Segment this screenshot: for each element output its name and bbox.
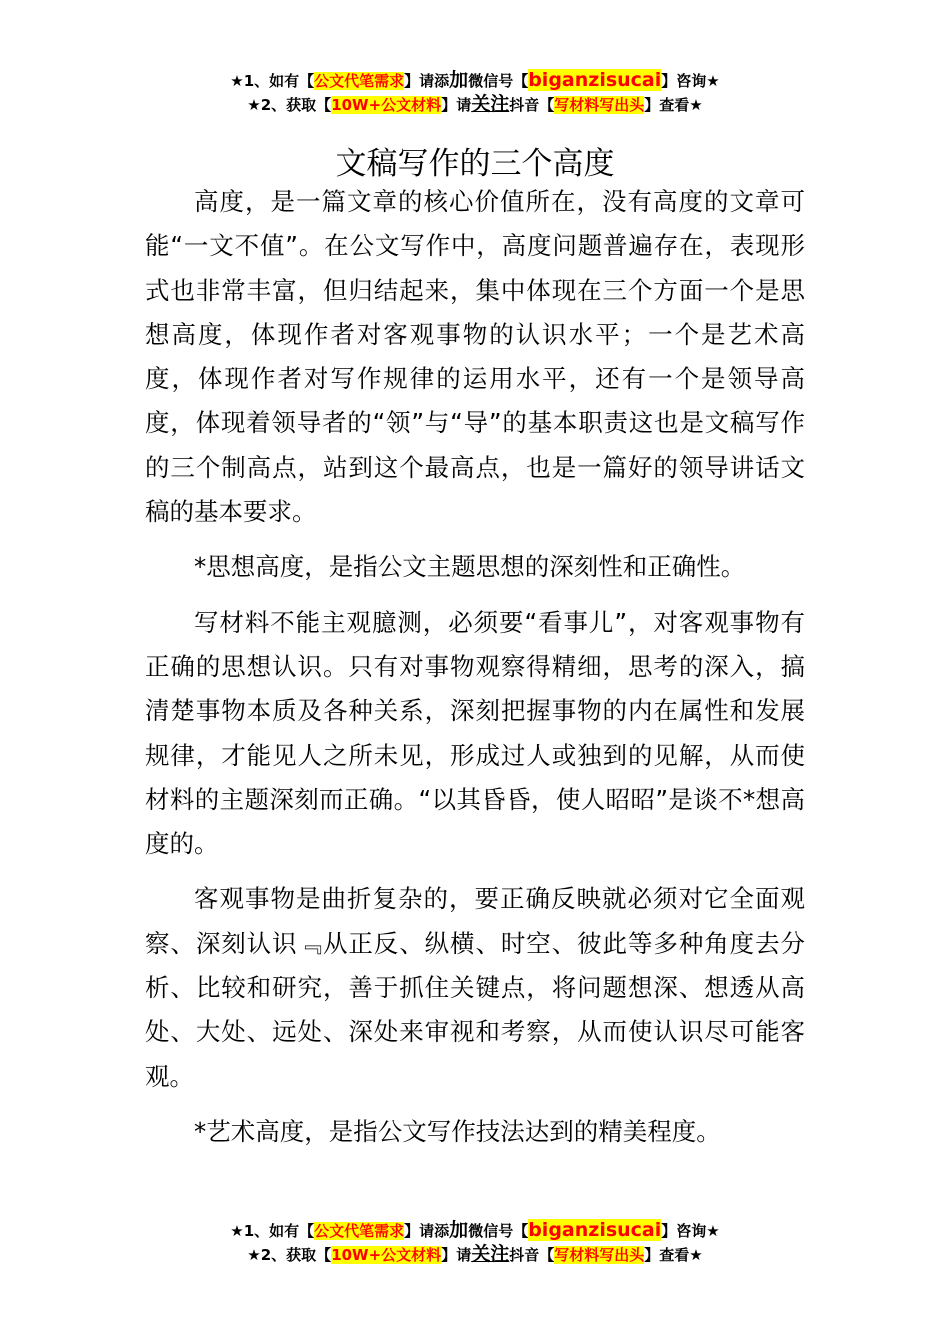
paragraph: 客观事物是曲折复杂的，要正确反映就必须对它全面观察、深刻认识﹃从正反、纵横、时空、彼此等多种角度去分析、比较和研究，善于抓住关键点，将问题想深、想透从高处、大处、远处、深处来审视和考察，从而使认识尽可能客观。 (145, 884, 805, 1091)
highlight-douyin: 写材料写出头 (554, 1246, 645, 1264)
banner-line-2: ★2、获取【10W+公文材料】请关注抖音【写材料写出头】查看★ (247, 1243, 703, 1265)
highlight-wechat-id: biganzisucai (528, 1219, 662, 1241)
paragraph: *艺术高度，是指公文写作技法达到的精美程度。 (194, 1116, 721, 1146)
paragraph: 写材料不能主观臆测，必须要“看事儿”，对客观事物有正确的思想认识。只有对事物观察得精细，思考的深入，搞清楚事物本质及各种关系，深刻把握事物的内在属性和发展规律，才能见人之所未见，形成过人或独到的见解，从而使材料的主题深刻而正确。“以其昏昏，使人昭昭”是谈不*想高度的。 (145, 607, 805, 859)
paragraph: 高度，是一篇文章的核心价值所在，没有高度的文章可能“一文不值”。在公文写作中，高度问题普遍存在，表现形式也非常丰富，但归结起来，集中体现在三个方面一个是思想高度，体现作者对客观事物的认识水平；一个是艺术高度，体现作者对写作规律的运用水平，还有一个是领导高度，体现着领导者的“领”与“导”的基本职责这也是文稿写作的三个制高点，站到这个最高点，也是一篇好的领导讲话文稿的基本要求。 (145, 187, 805, 527)
banner-line-2: ★2、获取【10W+公文材料】请关注抖音【写材料写出头】查看★ (247, 93, 703, 115)
highlight-douyin: 写材料写出头 (554, 96, 645, 114)
highlight-wechat-id: biganzisucai (528, 69, 662, 91)
document-body (145, 180, 805, 1165)
banner-line-1: ★1、如有【公文代笔需求】请添加微信号【biganzisucai】咨询★ (230, 1219, 720, 1241)
banner-line-1: ★1、如有【公文代笔需求】请添加微信号【biganzisucai】咨询★ (230, 69, 720, 91)
highlight-service: 公文代笔需求 (314, 72, 405, 90)
footer-banner (0, 1219, 950, 1267)
highlight-materials: 10W+公文材料 (331, 1246, 442, 1264)
paragraph: *思想高度，是指公文主题思想的深刻性和正确性。 (194, 552, 746, 582)
highlight-service: 公文代笔需求 (314, 1222, 405, 1240)
document-title: 文稿写作的三个高度 (335, 145, 615, 182)
header-banner (0, 69, 950, 117)
highlight-materials: 10W+公文材料 (331, 96, 442, 114)
